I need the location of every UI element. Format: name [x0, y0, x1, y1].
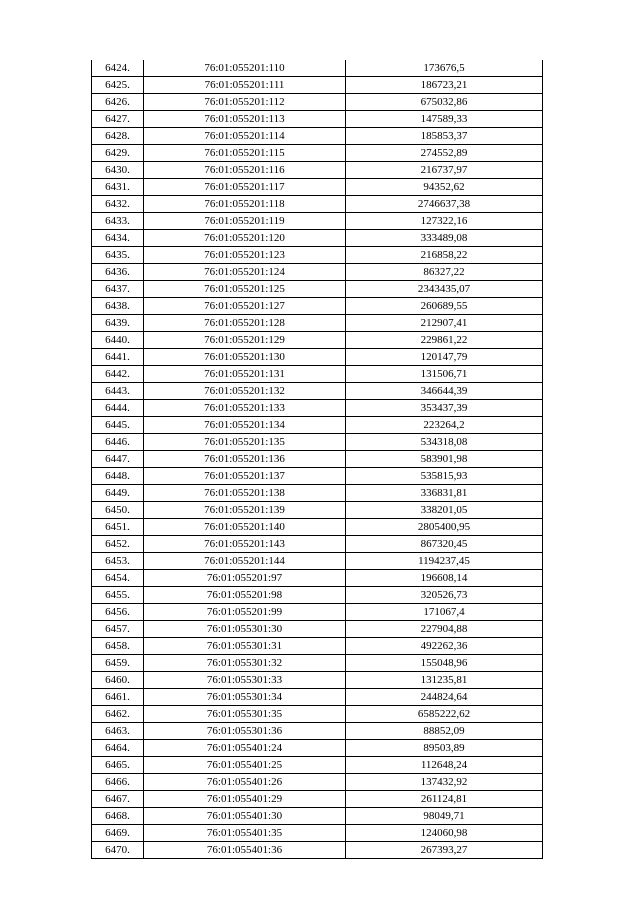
row-number-cell: 6439.: [92, 315, 144, 332]
value-cell: 120147,79: [346, 349, 543, 366]
cadastral-number-cell: 76:01:055201:127: [144, 298, 346, 315]
cadastral-number-cell: 76:01:055201:132: [144, 383, 346, 400]
table-row: [92, 417, 543, 434]
row-number-cell: 6431.: [92, 179, 144, 196]
value-cell: 89503,89: [346, 740, 543, 757]
row-number-cell: 6428.: [92, 128, 144, 145]
table-row: [92, 383, 543, 400]
value-cell: 2805400,95: [346, 519, 543, 536]
value-cell: 223264,2: [346, 417, 543, 434]
row-number-cell: 6427.: [92, 111, 144, 128]
row-number-cell: 6441.: [92, 349, 144, 366]
row-number-cell: 6438.: [92, 298, 144, 315]
table-row: [92, 519, 543, 536]
table-row: [92, 672, 543, 689]
value-cell: 229861,22: [346, 332, 543, 349]
table-row: [92, 298, 543, 315]
value-cell: 112648,24: [346, 757, 543, 774]
value-cell: 131506,71: [346, 366, 543, 383]
value-cell: 260689,55: [346, 298, 543, 315]
table-row: [92, 706, 543, 723]
table-row: [92, 281, 543, 298]
row-number-cell: 6445.: [92, 417, 144, 434]
cadastral-number-cell: 76:01:055201:139: [144, 502, 346, 519]
cadastral-number-cell: 76:01:055401:36: [144, 842, 346, 859]
value-cell: 86327,22: [346, 264, 543, 281]
row-number-cell: 6470.: [92, 842, 144, 859]
table-row: [92, 179, 543, 196]
table-row: [92, 196, 543, 213]
row-number-cell: 6446.: [92, 434, 144, 451]
row-number-cell: 6430.: [92, 162, 144, 179]
value-cell: 2343435,07: [346, 281, 543, 298]
cadastral-number-cell: 76:01:055201:128: [144, 315, 346, 332]
table-row: [92, 638, 543, 655]
table-row: [92, 451, 543, 468]
value-cell: 137432,92: [346, 774, 543, 791]
value-cell: 353437,39: [346, 400, 543, 417]
row-number-cell: 6458.: [92, 638, 144, 655]
cadastral-number-cell: 76:01:055201:110: [144, 60, 346, 77]
row-number-cell: 6450.: [92, 502, 144, 519]
cadastral-number-cell: 76:01:055201:125: [144, 281, 346, 298]
cadastral-number-cell: 76:01:055301:32: [144, 655, 346, 672]
row-number-cell: 6469.: [92, 825, 144, 842]
table-row: [92, 468, 543, 485]
value-cell: 535815,93: [346, 468, 543, 485]
table-row: [92, 808, 543, 825]
value-cell: 186723,21: [346, 77, 543, 94]
table-row: [92, 791, 543, 808]
value-cell: 216737,97: [346, 162, 543, 179]
value-cell: 88852,09: [346, 723, 543, 740]
row-number-cell: 6437.: [92, 281, 144, 298]
table-row: [92, 774, 543, 791]
cadastral-number-cell: 76:01:055301:31: [144, 638, 346, 655]
table-row: [92, 434, 543, 451]
value-cell: 346644,39: [346, 383, 543, 400]
table-row: [92, 553, 543, 570]
row-number-cell: 6440.: [92, 332, 144, 349]
row-number-cell: 6444.: [92, 400, 144, 417]
row-number-cell: 6463.: [92, 723, 144, 740]
cadastral-number-cell: 76:01:055301:34: [144, 689, 346, 706]
table-row: [92, 366, 543, 383]
table-row: [92, 621, 543, 638]
row-number-cell: 6457.: [92, 621, 144, 638]
value-cell: 173676,5: [346, 60, 543, 77]
table-row: [92, 689, 543, 706]
table-row: [92, 502, 543, 519]
row-number-cell: 6424.: [92, 60, 144, 77]
value-cell: 1194237,45: [346, 553, 543, 570]
table-row: [92, 162, 543, 179]
value-cell: 267393,27: [346, 842, 543, 859]
value-cell: 216858,22: [346, 247, 543, 264]
cadastral-number-cell: 76:01:055201:129: [144, 332, 346, 349]
row-number-cell: 6461.: [92, 689, 144, 706]
cadastral-number-cell: 76:01:055301:35: [144, 706, 346, 723]
cadastral-number-cell: 76:01:055201:137: [144, 468, 346, 485]
value-cell: 212907,41: [346, 315, 543, 332]
value-cell: 185853,37: [346, 128, 543, 145]
table-row: [92, 536, 543, 553]
value-cell: 155048,96: [346, 655, 543, 672]
value-cell: 147589,33: [346, 111, 543, 128]
table-row: [92, 740, 543, 757]
cadastral-number-cell: 76:01:055301:30: [144, 621, 346, 638]
cadastral-number-cell: 76:01:055401:29: [144, 791, 346, 808]
cadastral-number-cell: 76:01:055201:97: [144, 570, 346, 587]
row-number-cell: 6454.: [92, 570, 144, 587]
cadastral-number-cell: 76:01:055201:99: [144, 604, 346, 621]
value-cell: 320526,73: [346, 587, 543, 604]
row-number-cell: 6436.: [92, 264, 144, 281]
cadastral-number-cell: 76:01:055201:123: [144, 247, 346, 264]
value-cell: 492262,36: [346, 638, 543, 655]
value-cell: 227904,88: [346, 621, 543, 638]
cadastral-number-cell: 76:01:055201:113: [144, 111, 346, 128]
value-cell: 333489,08: [346, 230, 543, 247]
table-row: [92, 230, 543, 247]
row-number-cell: 6443.: [92, 383, 144, 400]
row-number-cell: 6429.: [92, 145, 144, 162]
cadastral-number-cell: 76:01:055401:30: [144, 808, 346, 825]
cadastral-number-cell: 76:01:055401:35: [144, 825, 346, 842]
value-cell: 171067,4: [346, 604, 543, 621]
value-cell: 98049,71: [346, 808, 543, 825]
row-number-cell: 6434.: [92, 230, 144, 247]
value-cell: 124060,98: [346, 825, 543, 842]
row-number-cell: 6465.: [92, 757, 144, 774]
table-row: [92, 400, 543, 417]
table-row: [92, 604, 543, 621]
row-number-cell: 6451.: [92, 519, 144, 536]
cadastral-number-cell: 76:01:055201:130: [144, 349, 346, 366]
cadastral-value-table: [91, 60, 543, 859]
table-row: [92, 94, 543, 111]
value-cell: 131235,81: [346, 672, 543, 689]
row-number-cell: 6466.: [92, 774, 144, 791]
cadastral-number-cell: 76:01:055201:136: [144, 451, 346, 468]
cadastral-number-cell: 76:01:055401:26: [144, 774, 346, 791]
value-cell: 274552,89: [346, 145, 543, 162]
row-number-cell: 6425.: [92, 77, 144, 94]
value-cell: 867320,45: [346, 536, 543, 553]
value-cell: 6585222,62: [346, 706, 543, 723]
row-number-cell: 6432.: [92, 196, 144, 213]
cadastral-number-cell: 76:01:055201:114: [144, 128, 346, 145]
value-cell: 244824,64: [346, 689, 543, 706]
cadastral-number-cell: 76:01:055201:116: [144, 162, 346, 179]
cadastral-number-cell: 76:01:055201:138: [144, 485, 346, 502]
table-row: [92, 655, 543, 672]
table-row: [92, 264, 543, 281]
cadastral-number-cell: 76:01:055201:120: [144, 230, 346, 247]
row-number-cell: 6426.: [92, 94, 144, 111]
table-row: [92, 247, 543, 264]
value-cell: 261124,81: [346, 791, 543, 808]
value-cell: 94352,62: [346, 179, 543, 196]
cadastral-number-cell: 76:01:055201:118: [144, 196, 346, 213]
cadastral-number-cell: 76:01:055201:124: [144, 264, 346, 281]
table-row: [92, 332, 543, 349]
cadastral-number-cell: 76:01:055301:33: [144, 672, 346, 689]
row-number-cell: 6449.: [92, 485, 144, 502]
row-number-cell: 6460.: [92, 672, 144, 689]
row-number-cell: 6468.: [92, 808, 144, 825]
cadastral-number-cell: 76:01:055401:24: [144, 740, 346, 757]
cadastral-number-cell: 76:01:055201:131: [144, 366, 346, 383]
cadastral-number-cell: 76:01:055201:143: [144, 536, 346, 553]
row-number-cell: 6467.: [92, 791, 144, 808]
cadastral-number-cell: 76:01:055301:36: [144, 723, 346, 740]
row-number-cell: 6464.: [92, 740, 144, 757]
row-number-cell: 6455.: [92, 587, 144, 604]
cadastral-number-cell: 76:01:055401:25: [144, 757, 346, 774]
table-row: [92, 213, 543, 230]
cadastral-number-cell: 76:01:055201:133: [144, 400, 346, 417]
cadastral-number-cell: 76:01:055201:112: [144, 94, 346, 111]
value-cell: 583901,98: [346, 451, 543, 468]
table-row: [92, 485, 543, 502]
cadastral-number-cell: 76:01:055201:98: [144, 587, 346, 604]
row-number-cell: 6453.: [92, 553, 144, 570]
table-body: [92, 60, 543, 859]
table-row: [92, 77, 543, 94]
cadastral-number-cell: 76:01:055201:134: [144, 417, 346, 434]
table-row: [92, 723, 543, 740]
table-row: [92, 111, 543, 128]
row-number-cell: 6459.: [92, 655, 144, 672]
cadastral-number-cell: 76:01:055201:119: [144, 213, 346, 230]
table-row: [92, 349, 543, 366]
table-row: [92, 842, 543, 859]
value-cell: 2746637,38: [346, 196, 543, 213]
row-number-cell: 6435.: [92, 247, 144, 264]
row-number-cell: 6462.: [92, 706, 144, 723]
cadastral-number-cell: 76:01:055201:117: [144, 179, 346, 196]
row-number-cell: 6452.: [92, 536, 144, 553]
row-number-cell: 6456.: [92, 604, 144, 621]
cadastral-number-cell: 76:01:055201:111: [144, 77, 346, 94]
row-number-cell: 6442.: [92, 366, 144, 383]
cadastral-number-cell: 76:01:055201:115: [144, 145, 346, 162]
table-row: [92, 570, 543, 587]
cadastral-number-cell: 76:01:055201:135: [144, 434, 346, 451]
row-number-cell: 6447.: [92, 451, 144, 468]
value-cell: 127322,16: [346, 213, 543, 230]
cadastral-number-cell: 76:01:055201:140: [144, 519, 346, 536]
table-row: [92, 145, 543, 162]
table-row: [92, 825, 543, 842]
value-cell: 534318,08: [346, 434, 543, 451]
value-cell: 196608,14: [346, 570, 543, 587]
table-row: [92, 757, 543, 774]
table-row: [92, 587, 543, 604]
cadastral-number-cell: 76:01:055201:144: [144, 553, 346, 570]
value-cell: 336831,81: [346, 485, 543, 502]
row-number-cell: 6448.: [92, 468, 144, 485]
table-row: [92, 128, 543, 145]
table-row: [92, 60, 543, 77]
value-cell: 675032,86: [346, 94, 543, 111]
table-row: [92, 315, 543, 332]
value-cell: 338201,05: [346, 502, 543, 519]
row-number-cell: 6433.: [92, 213, 144, 230]
